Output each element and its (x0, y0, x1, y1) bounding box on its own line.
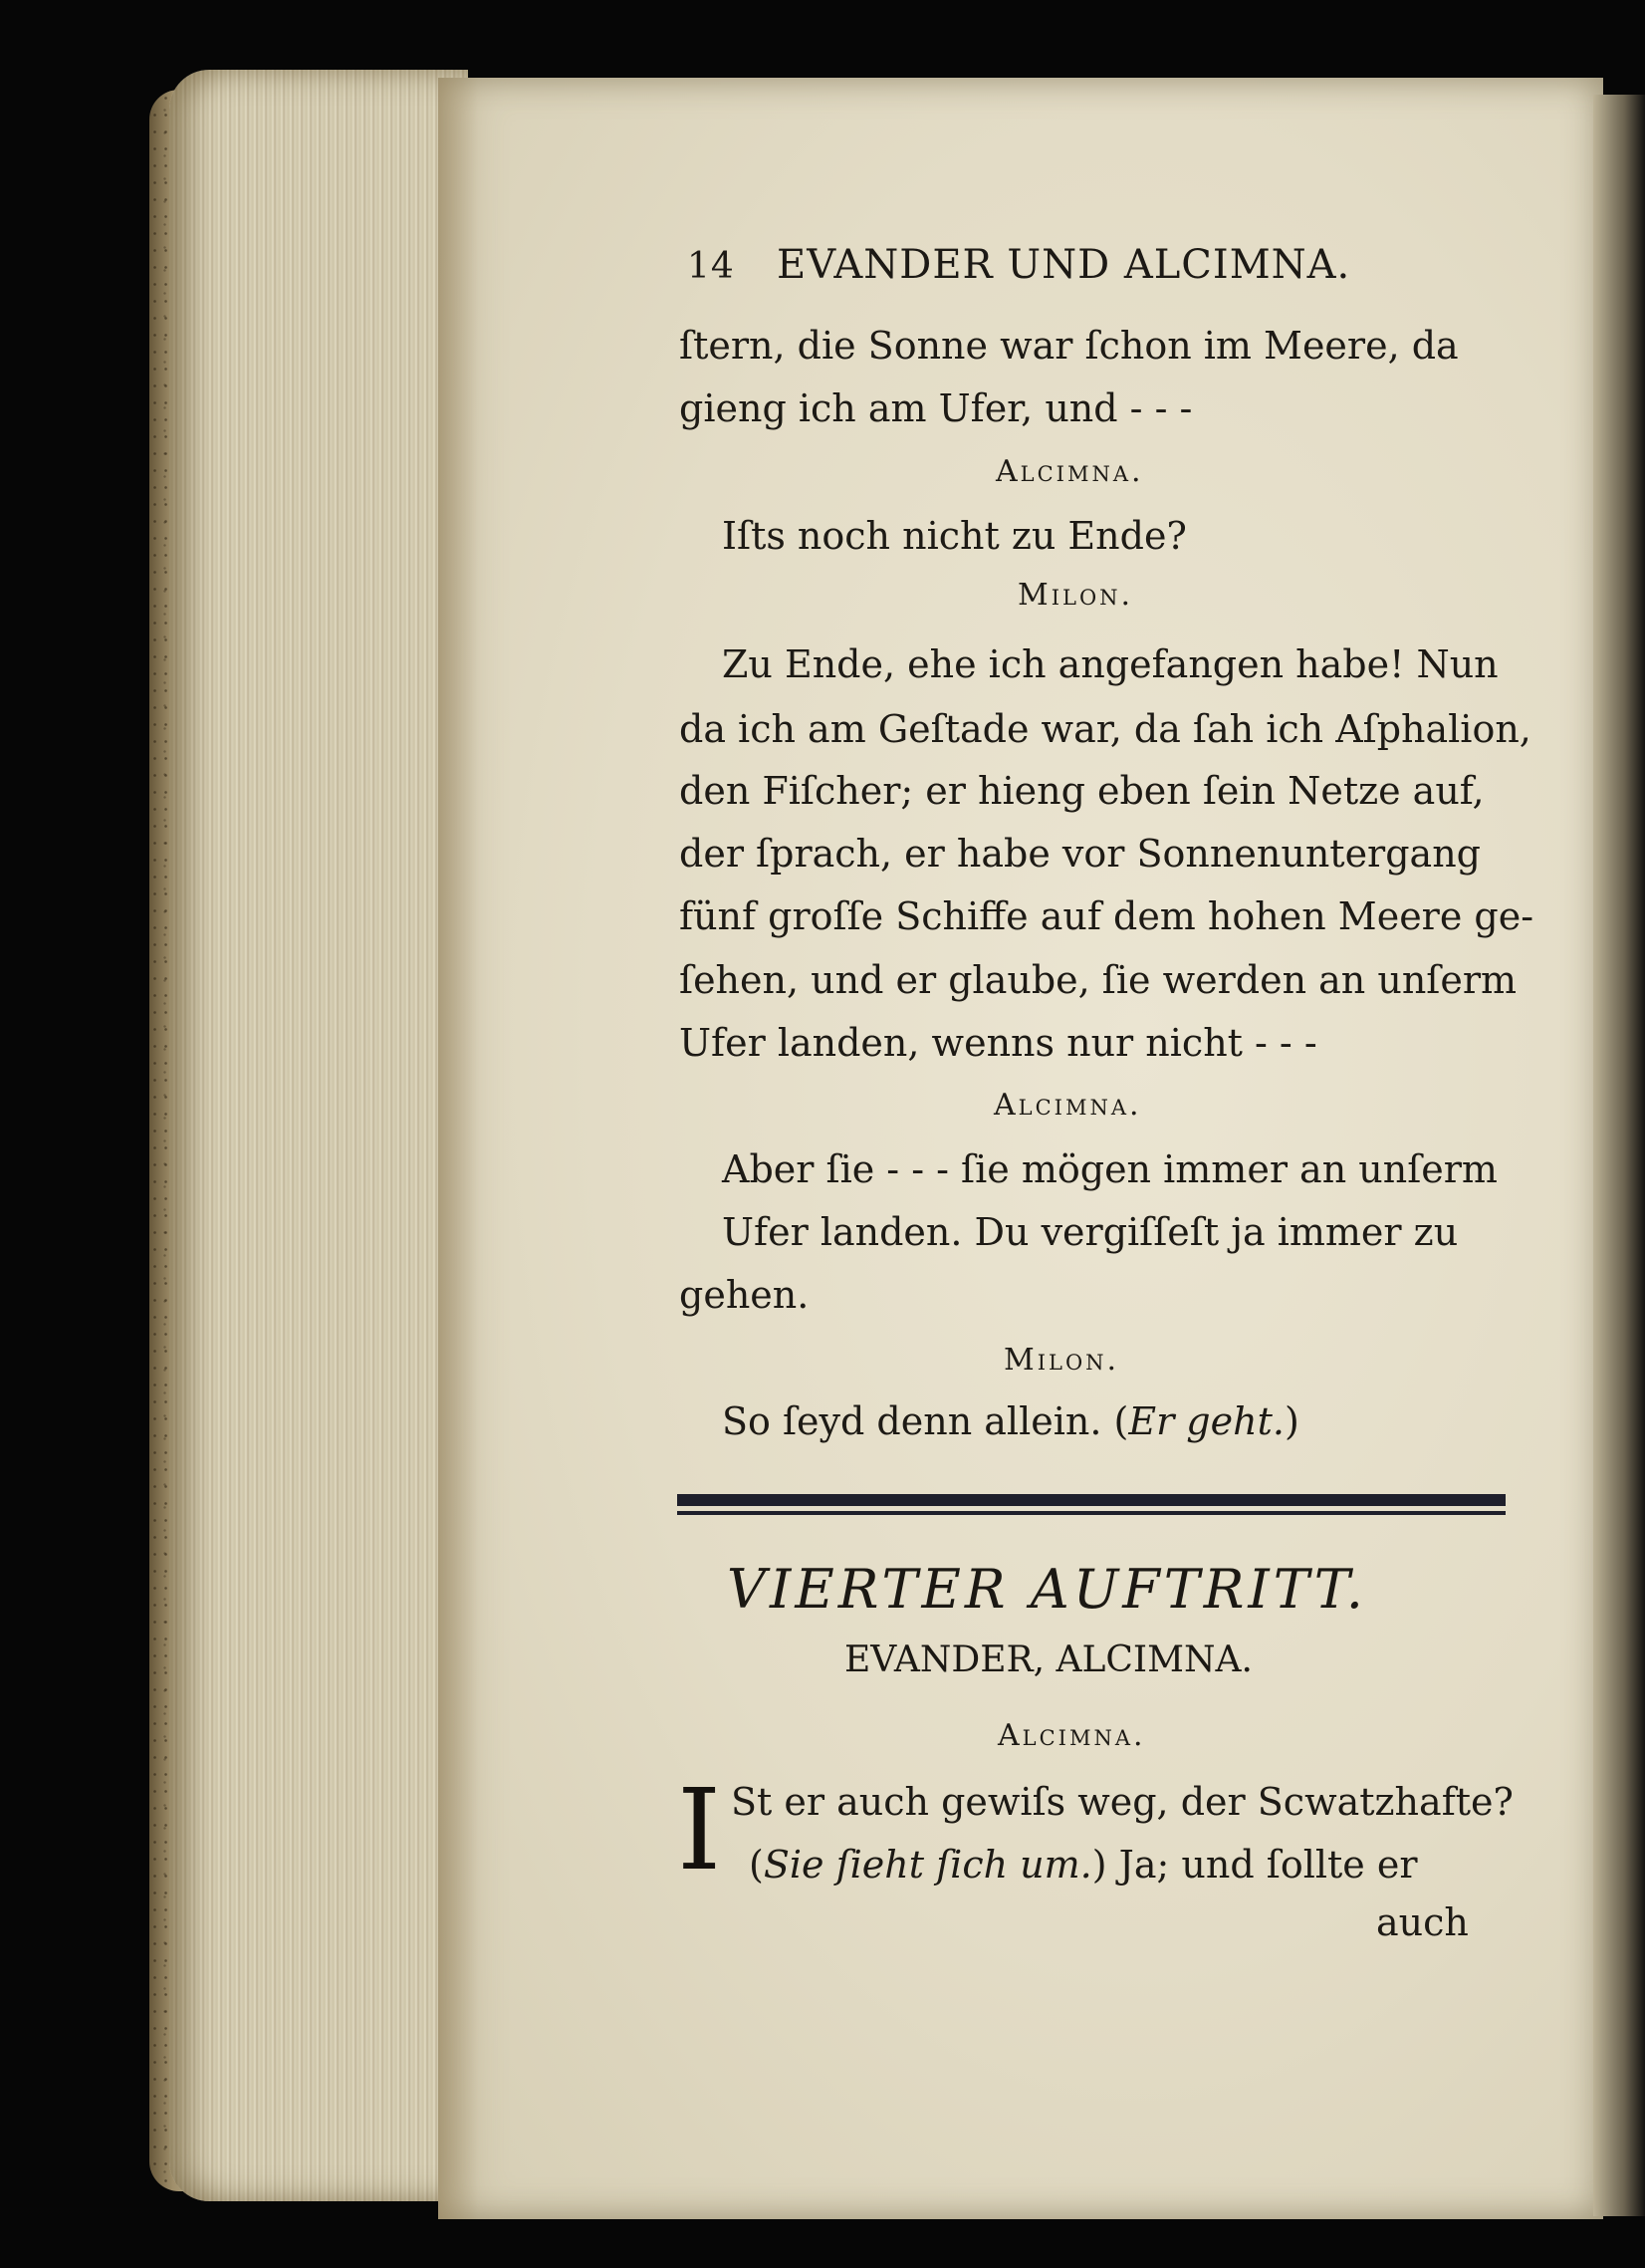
text-fragment: ) (1284, 1399, 1299, 1443)
speaker-name: Alcimna. (996, 454, 1144, 489)
text-line: der ſprach, er habe vor Sonnenuntergang (679, 832, 1481, 876)
speaker-name: Alcimna. (998, 1718, 1146, 1753)
facing-page-edge (1593, 95, 1645, 2216)
stage-direction-line (749, 1843, 1418, 1887)
text-line: den Fiſcher; er hieng eben ſein Netze auf, (679, 769, 1485, 813)
page-number: 14 (687, 246, 735, 287)
text-line: Aber ſie - - - ſie mögen immer an unſerm (722, 1147, 1498, 1191)
text-fragment: ( (749, 1843, 764, 1887)
stage-direction: Er geht. (1128, 1399, 1285, 1443)
scene-title: VIERTER AUFTRITT. (727, 1558, 1367, 1621)
page-stack-edges (169, 70, 468, 2201)
scene-characters: EVANDER, ALCIMNA. (844, 1639, 1253, 1680)
stage-direction: Sie ſieht ſich um. (763, 1843, 1092, 1887)
drop-cap: I (677, 1766, 722, 1895)
text-fragment: So ſeyd denn allein. ( (722, 1399, 1129, 1443)
running-head-title: EVANDER UND ALCIMNA. (777, 242, 1351, 288)
stage-direction-line (722, 1399, 1299, 1443)
catchword: auch (1376, 1900, 1469, 1944)
gutter-shadow (438, 78, 478, 2219)
section-rule-thick (677, 1494, 1506, 1506)
speaker-name: Milon. (1004, 1343, 1120, 1378)
text-fragment: ) Ja; und ſollte er (1091, 1843, 1418, 1887)
section-rule-thin (677, 1511, 1506, 1515)
text-line: fünf groſſe Schiffe auf dem hohen Meere ge- (679, 894, 1534, 938)
text-line: gehen. (679, 1273, 810, 1317)
running-head (687, 242, 1404, 288)
text-line: da ich am Geſtade war, da ſah ich Aſphalion, (679, 707, 1531, 751)
text-line: gieng ich am Ufer, und - - - (679, 386, 1193, 430)
text-line: Ufer landen, wenns nur nicht - - - (679, 1021, 1317, 1065)
speaker-name: Alcimna. (994, 1088, 1142, 1123)
text-line: St er auch gewiſs weg, der Scwatzhafte? (731, 1780, 1514, 1824)
speaker-name: Milon. (1018, 578, 1134, 613)
text-line: ſehen, und er glaube, ſie werden an unſerm (679, 958, 1518, 1002)
text-line: Ufer landen. Du vergiſſeſt ja immer zu (722, 1210, 1459, 1254)
text-line: Iſts noch nicht zu Ende? (722, 514, 1187, 558)
text-line: ſtern, die Sonne war ſchon im Meere, da (679, 324, 1459, 368)
text-line: Zu Ende, ehe ich angefangen habe! Nun (722, 642, 1499, 686)
